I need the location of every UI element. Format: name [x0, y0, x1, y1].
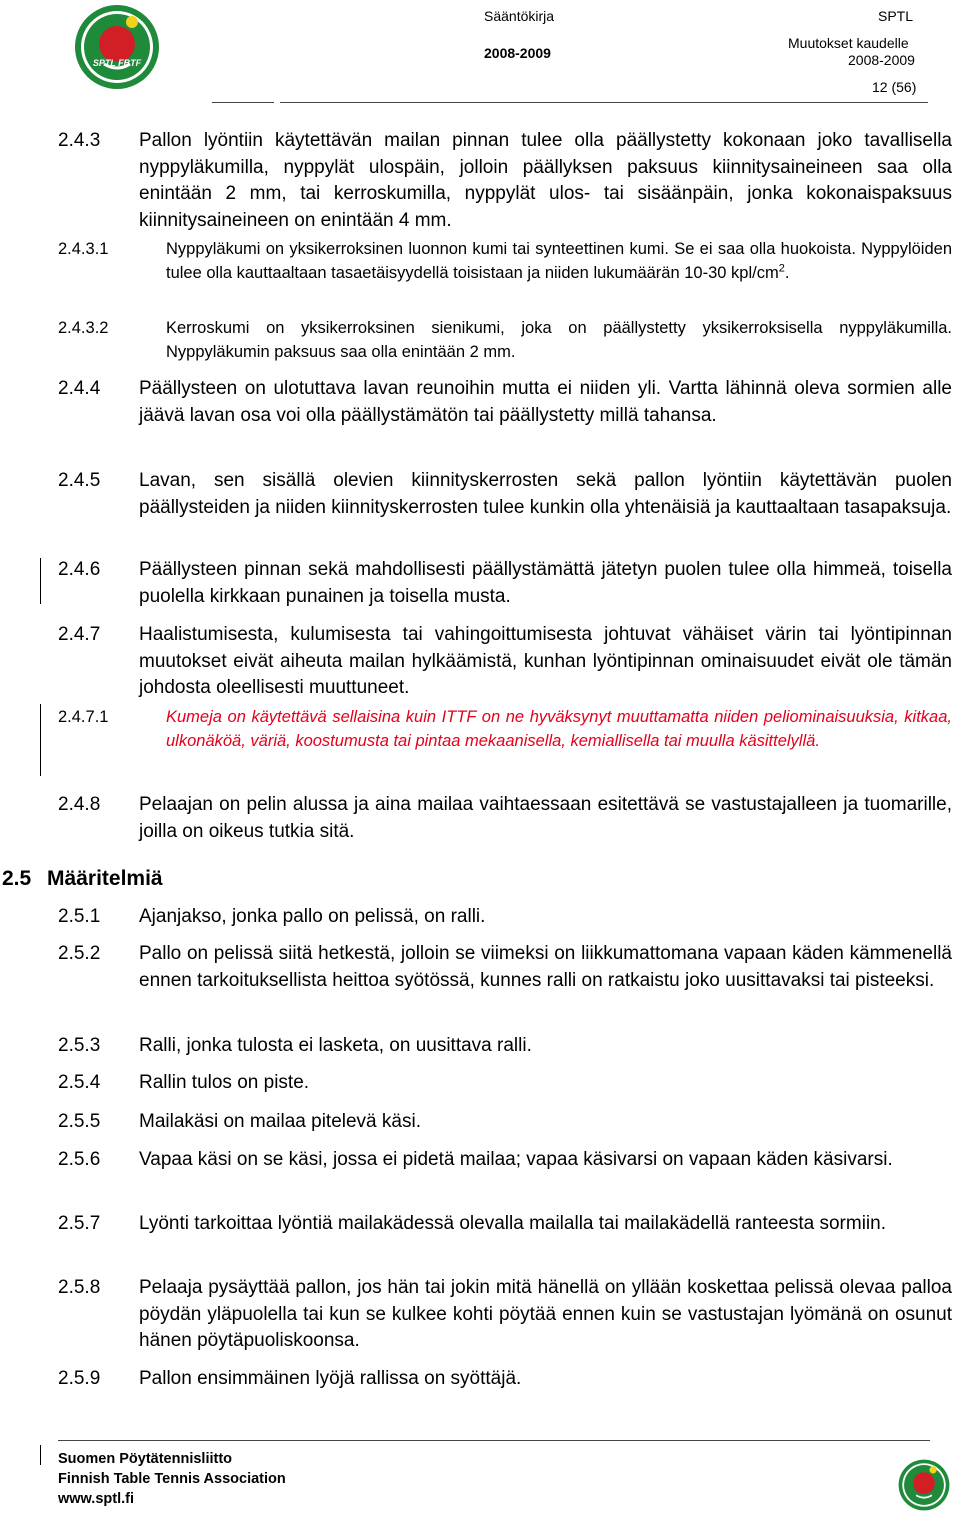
svg-text:SPTL FBTF: SPTL FBTF [92, 58, 142, 68]
header-org: SPTL [878, 8, 914, 24]
section-number: 2.4.6 [58, 559, 101, 580]
definition-number: 2.5.2 [58, 943, 101, 964]
definition-number: 2.5.7 [58, 1213, 101, 1234]
definition-text: Ralli, jonka tulosta ei lasketa, on uusittava ralli. [139, 1035, 532, 1056]
header-doc-title: Sääntökirja [484, 8, 555, 24]
section-text: Pelaajan on pelin alussa ja aina mailaa vaihtaessaan esitettävä se vastustajalleen ja tuomarille, joilla on oikeus tutkia sitä. [139, 794, 952, 842]
definition-number: 2.5.5 [58, 1111, 101, 1132]
section-number: 2.4.3.1 [58, 240, 109, 258]
definition-text: Mailakäsi on mailaa pitelevä käsi. [139, 1111, 421, 1132]
change-bar [40, 1445, 41, 1465]
header-rule-left [212, 102, 274, 103]
change-bar [40, 558, 41, 604]
logo-graphic [898, 1459, 950, 1511]
section-number: 2.4.4 [58, 378, 101, 399]
sptl-logo [74, 4, 160, 90]
definition-number: 2.5.3 [58, 1035, 101, 1056]
section-text: Haalistumisesta, kulumisesta tai vahingoittumisesta johtuvat vähäiset värin tai lyöntipinnan muutokset eivät aiheuta mailan hylkäämistä, kunhan lyöntipinnan ominaisuudet eivät ole tämän johdosta oleellisesti muuttuneet. [139, 624, 952, 698]
section-text-changed: Kumeja on käytettävä sellaisina kuin ITTF on ne hyväksynyt muuttamatta niiden peliominaisuuksia, kitkaa, ulkonäköä, väriä, koostumusta tai pintaa mekaanisella, kemiallisella tai muulla käsittelyllä. [166, 708, 952, 750]
footer-website[interactable]: www.sptl.fi [58, 1491, 134, 1507]
footer-logo [898, 1459, 950, 1511]
section-number: 2.4.7.1 [58, 708, 109, 726]
definition-text: Pelaaja pysäyttää pallon, jos hän tai jokin mitä hänellä on yllään koskettaa pelissä olevaa palloa pöydän yläpuolella tai kun se kulkee kohti pöytää ennen kuin se vastustajan lyömänä on osunut hänen pöytäpuoliskoonsa. [139, 1277, 952, 1351]
page-number: 12 (56) [872, 79, 917, 95]
definition-number: 2.5.4 [58, 1072, 101, 1093]
section-text: Pallon lyöntiin käytettävän mailan pinnan tulee olla päällystetty kokonaan joko tavallisella nyppyläkumilla, nyppylät ulospäin, jolloin päällyksen paksuus kiinnitysaineineen saa olla enintään 2 mm, tai kerroskumilla, nyppylät ulos- tai sisäänpäin, jonka kokonaispaksuus kiinnitysaineineen on enintään 4 mm. [139, 130, 952, 231]
definition-number: 2.5.9 [58, 1368, 101, 1389]
definition-number: 2.5.8 [58, 1277, 101, 1298]
heading-title: Määritelmiä [47, 867, 163, 890]
section-number: 2.4.5 [58, 470, 101, 491]
section-number: 2.4.3 [58, 130, 101, 151]
section-text: Nyppyläkumi on yksikerroksinen luonnon kumi tai synteettinen kumi. Se ei saa olla huokoista. Nyppylöiden tulee olla kauttaaltaan tasaetäisyydellä toisistaan ja niiden lukumäärän 10-30 kpl/$cm^2$. [166, 240, 952, 282]
section-number: 2.4.8 [58, 794, 101, 815]
logo-graphic [74, 4, 160, 90]
footer-org-fi: Suomen Pöytätennisliitto [58, 1451, 233, 1467]
definition-text: Pallo on pelissä siitä hetkestä, jolloin se viimeksi on liikkumattomana vapaan käden kämmenellä ennen tarkoituksellista heittoa syötössä, kunnes ralli on ratkaistu joko uusittavaksi tai pisteeksi. [139, 943, 952, 991]
header-changes-season: 2008-2009 [848, 52, 915, 68]
header-season: 2008-2009 [484, 45, 551, 61]
section-number: 2.4.3.2 [58, 319, 109, 337]
footer-org-en: Finnish Table Tennis Association [58, 1471, 286, 1487]
section-text: Kerroskumi on yksikerroksinen sienikumi, joka on päällystetty yksikerroksisella nyppyläkumilla. Nyppyläkumin paksuus saa olla enintään 2 mm. [166, 319, 952, 361]
definition-text: Pallon ensimmäinen lyöjä rallissa on syöttäjä. [139, 1368, 522, 1389]
section-heading [2, 866, 163, 892]
heading-number: 2.5 [2, 867, 32, 890]
definition-number: 2.5.6 [58, 1149, 101, 1170]
definition-number: 2.5.1 [58, 906, 101, 927]
section-text: Lavan, sen sisällä olevien kiinnityskerrosten sekä pallon lyöntiin käytettävän puolen päällysteiden ja niiden kiinnityskerrosten tulee kunkin olla yhtenäisiä ja kauttaaltaan tasapaksuja. [139, 470, 952, 518]
change-bar [40, 704, 41, 776]
header-rule [280, 102, 928, 103]
header-changes: Muutokset kaudelle [788, 35, 909, 51]
definition-text: Vapaa käsi on se käsi, jossa ei pidetä mailaa; vapaa käsivarsi on vapaan käden käsivarsi. [139, 1149, 893, 1170]
definition-text: Ajanjakso, jonka pallo on pelissä, on ralli. [139, 906, 486, 927]
section-text: Päällysteen pinnan sekä mahdollisesti päällystämättä jätetyn puolen tulee olla himmeä, toisella puolella kirkkaan punainen ja toisella musta. [139, 559, 952, 607]
footer-rule [58, 1440, 930, 1441]
section-number: 2.4.7 [58, 624, 101, 645]
section-text: Päällysteen on ulotuttava lavan reunoihin mutta ei niiden yli. Vartta lähinnä oleva sormien alle jäävä lavan osa voi olla päällystämätön tai päällystetty millä tahansa. [139, 378, 952, 426]
definition-text: Rallin tulos on piste. [139, 1072, 310, 1093]
definition-text: Lyönti tarkoittaa lyöntiä mailakädessä olevalla mailalla tai mailakädellä ranteesta sormiin. [139, 1213, 887, 1234]
